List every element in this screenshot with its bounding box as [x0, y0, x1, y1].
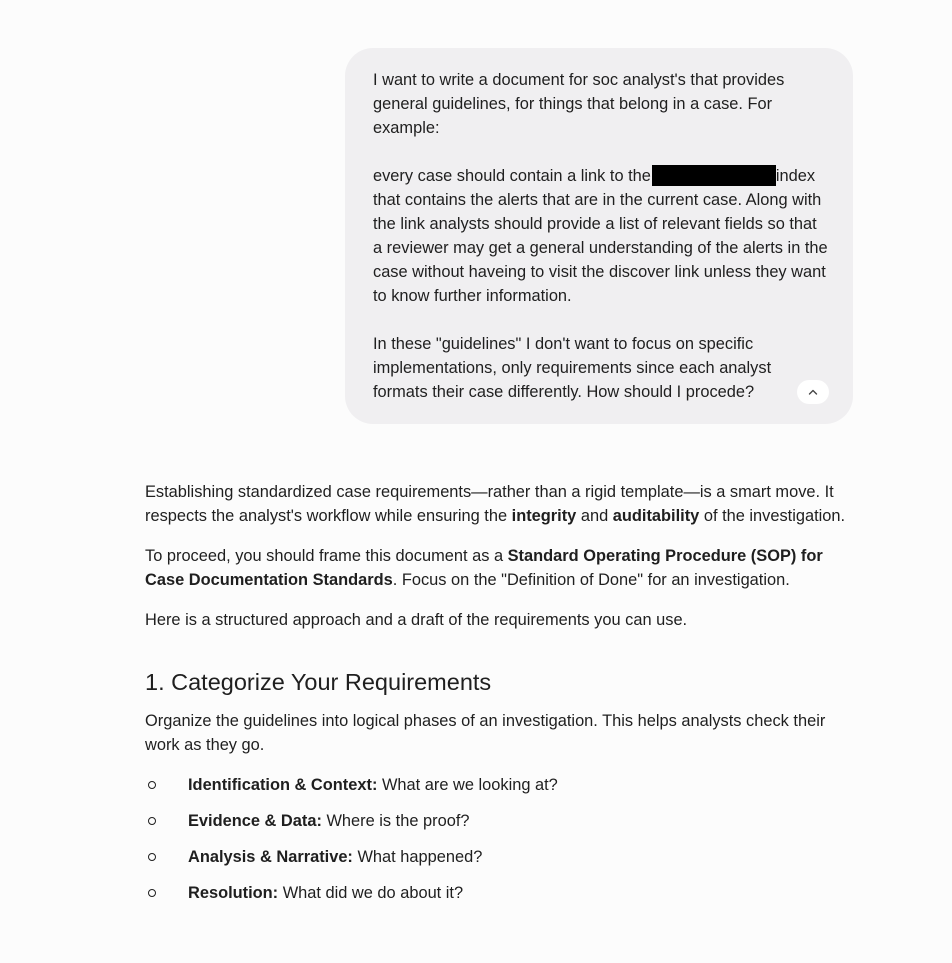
- response-bold-text: Standard Operating Procedure (SOP) for Case Documentation Standards: [145, 547, 823, 589]
- list-item: [145, 773, 850, 797]
- response-proceed: [145, 544, 850, 592]
- list-item: [145, 809, 850, 833]
- user-message-paragraph: [373, 164, 829, 308]
- chevron-up-icon: [807, 386, 819, 398]
- response-bold-text: integrity: [511, 507, 577, 525]
- response-text: Establishing standardized case requirements—rather than a rigid template—is a smart move. It respects the analyst's workflow while ensuring the: [145, 483, 834, 525]
- redacted-text: [652, 165, 776, 186]
- list-item-label: Evidence & Data:: [188, 812, 322, 830]
- user-message-paragraph: I want to write a document for soc analyst's that provides general guidelines, for things that belong in a case. For example:: [373, 71, 785, 137]
- list-item: [145, 845, 850, 869]
- response-text: and: [576, 507, 613, 525]
- response-text: of the investigation.: [699, 507, 846, 525]
- response-bold-text: auditability: [612, 507, 700, 525]
- assistant-response: [145, 480, 850, 917]
- list-item-text: What happened?: [352, 848, 483, 866]
- list-item-text: What are we looking at?: [377, 776, 558, 794]
- response-text: . Focus on the "Definition of Done" for an investigation.: [392, 571, 790, 589]
- user-message-paragraph: In these "guidelines" I don't want to focus on specific implementations, only requirements since each analyst formats their case differently. How should I procede?: [373, 335, 772, 401]
- response-approach: Here is a structured approach and a draft of the requirements you can use.: [145, 611, 688, 629]
- list-item: [145, 881, 850, 905]
- list-item-label: Analysis & Narrative:: [188, 848, 353, 866]
- collapse-message-button[interactable]: [797, 380, 829, 404]
- section-heading: 1. Categorize Your Requirements: [145, 669, 492, 695]
- user-message-text: every case should contain a link to the: [373, 167, 651, 185]
- paragraph-gap: [373, 140, 829, 164]
- list-item-label: Identification & Context:: [188, 776, 378, 794]
- bullet-icon: [148, 781, 156, 789]
- bullet-icon: [148, 853, 156, 861]
- paragraph-gap: [373, 308, 829, 332]
- list-item-label: Resolution:: [188, 884, 279, 902]
- requirements-list: [145, 773, 850, 905]
- bullet-icon: [148, 889, 156, 897]
- user-message-bubble: [345, 48, 853, 424]
- section-intro: Organize the guidelines into logical phases of an investigation. This helps analysts check their work as they go.: [145, 712, 826, 754]
- bullet-icon: [148, 817, 156, 825]
- response-intro: [145, 480, 850, 528]
- list-item-text: What did we do about it?: [278, 884, 464, 902]
- response-text: To proceed, you should frame this document as a: [145, 547, 508, 565]
- list-item-text: Where is the proof?: [321, 812, 470, 830]
- user-message-text: index that contains the alerts that are in the current case. Along with the link analysts should provide a list of relevant fields so that a reviewer may get a general understanding of the alerts in the case without haveing to visit the discover link unless they want to know further information.: [373, 167, 828, 305]
